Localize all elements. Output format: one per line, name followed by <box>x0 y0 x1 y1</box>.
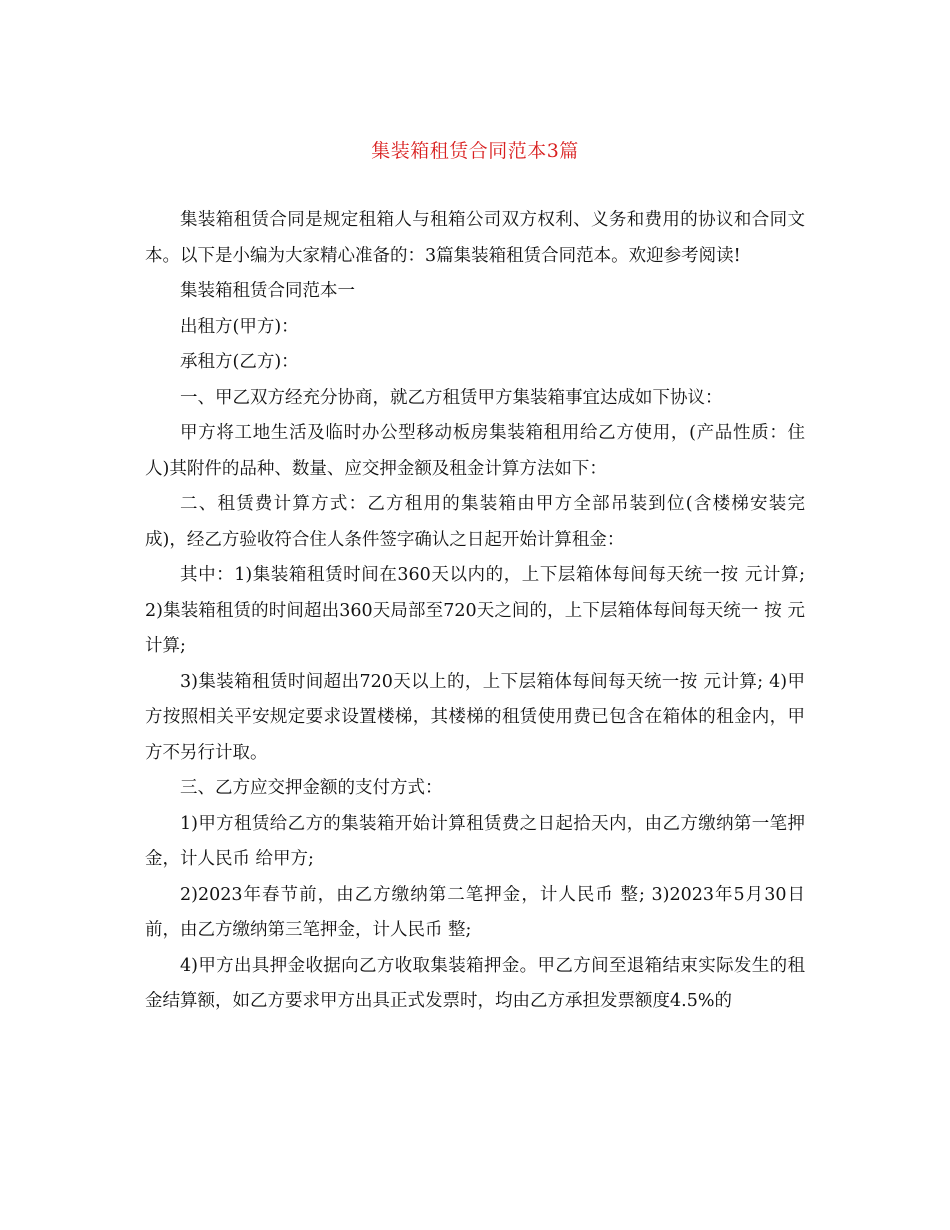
intro-paragraph: 集装箱租赁合同是规定租箱人与租箱公司双方权利、义务和费用的协议和合同文本。以下是小编为大家精心准备的：3篇集装箱租赁合同范本。欢迎参考阅读! <box>145 210 805 266</box>
clause-2-rates: 其中：1)集装箱租赁时间在360天以内的，上下层箱体每间每天统一按 元计算; 2)集装箱租赁的时间超出360天局部至720天之间的，上下层箱体每间每天统一 按 元计算; <box>145 565 805 656</box>
document-title: 集装箱租赁合同范本3篇 <box>371 140 579 162</box>
clause-2-rates-cont: 3)集装箱租赁时间超出720天以上的，上下层箱体每间每天统一按 元计算; 4)甲方按照相关平安规定要求设置楼梯，其楼梯的租赁使用费已包含在箱体的租金内，甲方不另行计取。 <box>145 671 805 763</box>
clause-3-item-4: 4)甲方出具押金收据向乙方收取集装箱押金。甲乙方间至退箱结束实际发生的租金结算额，如乙方要求甲方出具正式发票时，均由乙方承担发票额度4.5%的 <box>145 955 805 1011</box>
lessor-line: 出租方(甲方)： <box>180 316 299 337</box>
section-heading: 集装箱租赁合同范本一 <box>180 281 355 301</box>
clause-1-detail: 甲方将工地生活及临时办公型移动板房集装箱租用给乙方使用，(产品性质：住人)其附件的品种、数量、应交押金额及租金计算方法如下： <box>145 423 805 479</box>
clause-3-item-1: 1)甲方租赁给乙方的集装箱开始计算租赁费之日起拾天内，由乙方缴纳第一笔押金，计人民币 给甲方; <box>145 813 805 869</box>
clause-3-item-2: 2)2023年春节前，由乙方缴纳第二笔押金，计人民币 整; 3)2023年5月30日前，由乙方缴纳第三笔押金，计人民币 整; <box>145 884 805 940</box>
clause-2: 二、租赁费计算方式：乙方租用的集装箱由甲方全部吊装到位(含楼梯安装完成)，经乙方验收符合住人条件签字确认之日起开始计算租金： <box>145 494 805 550</box>
lessee-line: 承租方(乙方)： <box>180 352 299 372</box>
clause-1: 一、甲乙双方经充分协商，就乙方租赁甲方集装箱事宜达成如下协议： <box>180 387 723 408</box>
document-body <box>145 203 805 1020</box>
clause-3: 三、乙方应交押金额的支付方式： <box>180 778 443 798</box>
